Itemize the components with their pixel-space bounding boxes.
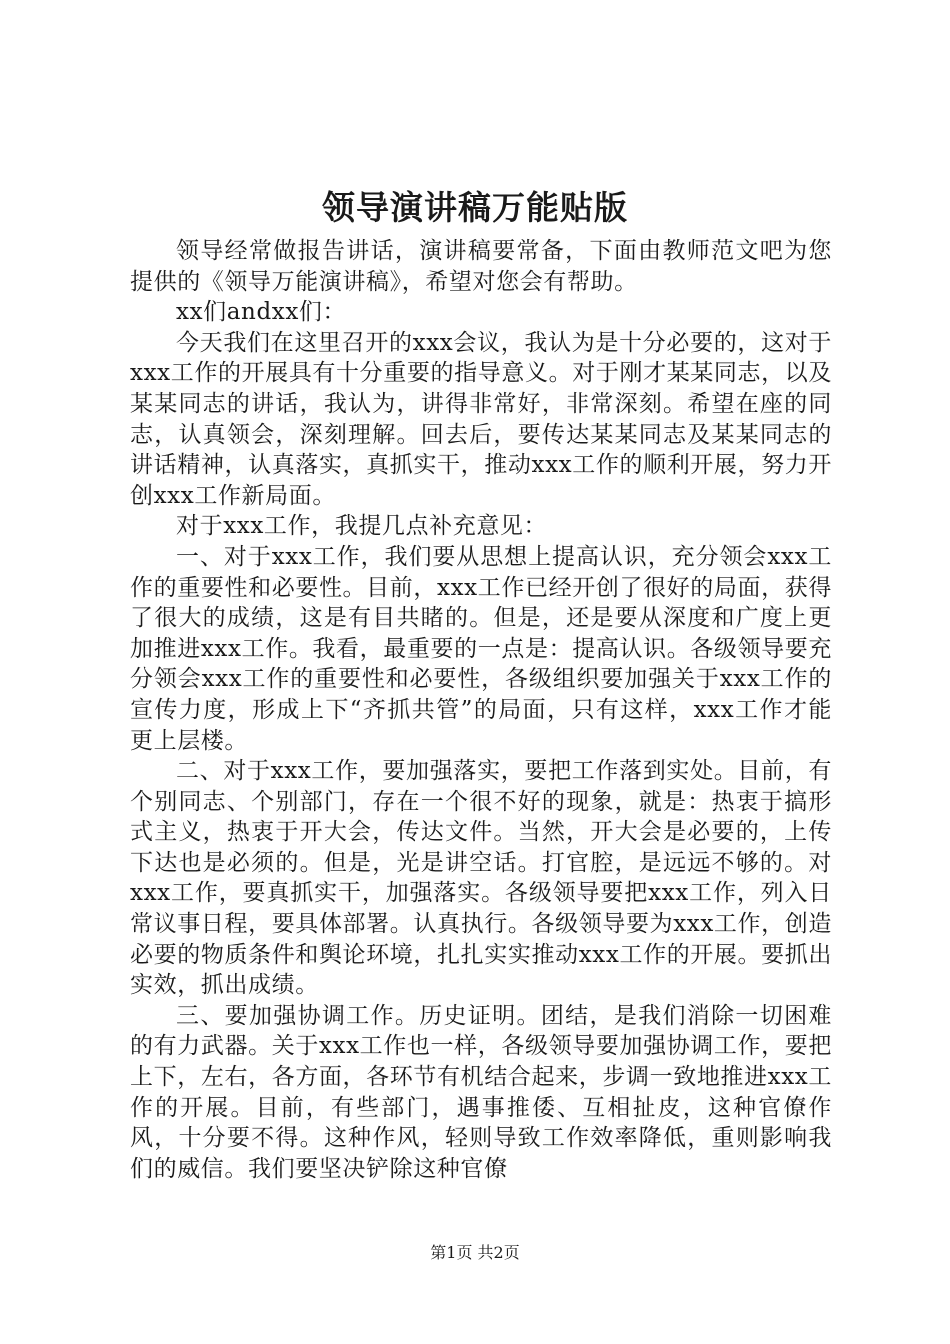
body-paragraph: 今天我们在这里召开的xxx会议，我认为是十分必要的，这对于xxx工作的开展具有十分重要的指导意义。对于刚才某某同志，以及某某同志的讲话，我认为，讲得非常好，非常深刻。希望在座的同志，认真领会，深刻理解。回去后，要传达某某同志及某某同志的讲话精神，认真落实，真抓实干，推动xxx工作的顺利开展，努力开创xxx工作新局面。 xyxy=(130,329,832,509)
body-paragraph: 二、对于xxx工作，要加强落实，要把工作落到实处。目前，有个别同志、个别部门，存在一个很不好的现象，就是：热衷于搞形式主义，热衷于开大会，传达文件。当然，开大会是必要的，上传下达也是必须的。但是，光是讲空话。打官腔，是远远不够的。对xxx工作，要真抓实干，加强落实。各级领导要把xxx工作，列入日常议事日程，要具体部署。认真执行。各级领导要为xxx工作，创造必要的物质条件和舆论环境，扎扎实实推动xxx工作的开展。要抓出实效，抓出成绩。 xyxy=(130,758,832,999)
document-title: 领导演讲稿万能贴版 xyxy=(322,188,628,227)
document-body xyxy=(130,236,832,1184)
body-paragraph: 一、对于xxx工作，我们要从思想上提高认识，充分领会xxx工作的重要性和必要性。目前，xxx工作已经开创了很好的局面，获得了很大的成绩，这是有目共睹的。但是，还是要从深度和广度上更加推进xxx工作。我看，最重要的一点是：提高认识。各级领导要充分领会xxx工作的重要性和必要性，各级组织要加强关于xxx工作的宣传力度，形成上下“齐抓共管”的局面，只有这样，xxx工作才能更上层楼。 xyxy=(130,543,832,754)
body-paragraph: 三、要加强协调工作。历史证明。团结，是我们消除一切困难的有力武器。关于xxx工作也一样，各级领导要加强协调工作，要把上下，左右，各方面，各环节有机结合起来，步调一致地推进xxx工作的开展。目前，有些部门，遇事推倭、互相扯皮，这种官僚作风，十分要不得。这种作风，轻则导致工作效率降低，重则影响我们的威信。我们要坚决铲除这种官僚 xyxy=(130,1002,832,1182)
salutation-paragraph: xx们andxx们： xyxy=(176,299,347,326)
body-paragraph: 对于xxx工作，我提几点补充意见： xyxy=(176,513,548,540)
page-number-footer: 第1页 共2页 xyxy=(430,1243,520,1262)
intro-paragraph: 领导经常做报告讲话，演讲稿要常备，下面由教师范文吧为您提供的《领导万能演讲稿》，希望对您会有帮助。 xyxy=(130,238,832,295)
